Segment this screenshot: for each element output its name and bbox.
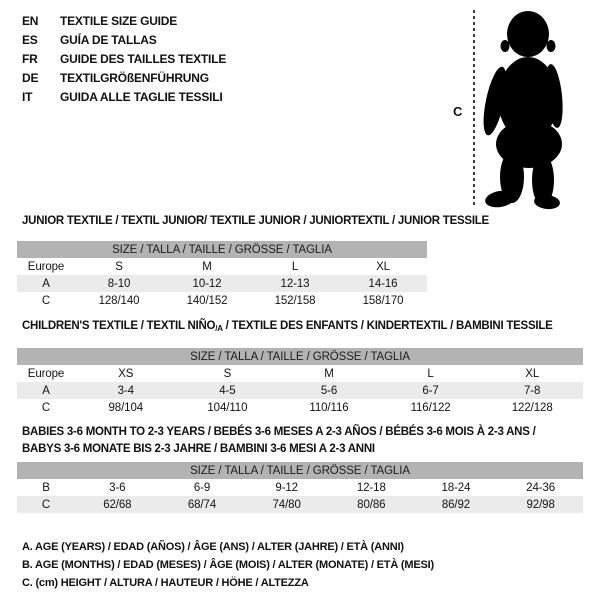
cell: 86/92 bbox=[414, 496, 499, 513]
cell: 9-12 bbox=[275, 481, 298, 494]
row-label: Europe bbox=[27, 260, 65, 273]
cell: XL bbox=[525, 367, 540, 380]
cell: 3-6 bbox=[109, 481, 126, 494]
cell: 98/104 bbox=[108, 401, 144, 414]
cell: 128/140 bbox=[98, 294, 140, 307]
junior-size-table bbox=[17, 241, 427, 309]
cell: 6-9 bbox=[193, 481, 211, 494]
cell: 80/86 bbox=[329, 496, 414, 513]
cell: 8-10 bbox=[75, 275, 163, 292]
children-title-subscript: /A bbox=[215, 324, 223, 333]
cell: S bbox=[223, 367, 232, 380]
language-code: EN bbox=[22, 14, 39, 28]
cell: L bbox=[291, 260, 299, 273]
cell: XS bbox=[118, 367, 134, 380]
table-row-age bbox=[17, 275, 427, 292]
cell: S bbox=[115, 260, 123, 273]
cell: 140/152 bbox=[186, 294, 228, 307]
row-label: C bbox=[41, 401, 51, 414]
cell: 12-18 bbox=[356, 481, 386, 494]
cell: 152/158 bbox=[274, 294, 316, 307]
row-label: C bbox=[41, 294, 51, 307]
language-code: ES bbox=[22, 33, 38, 47]
legend-row-es bbox=[22, 31, 226, 50]
cell: 24-36 bbox=[526, 481, 556, 494]
table-row-months bbox=[17, 479, 583, 496]
cell: 110/116 bbox=[309, 401, 349, 414]
footnote-height: C. (cm) HEIGHT / ALTURA / HAUTEUR / HÖHE / ALTEZZA bbox=[22, 577, 309, 589]
cell: 12-13 bbox=[251, 275, 339, 292]
junior-section-title: JUNIOR TEXTILE / TEXTIL JUNIOR/ TEXTILE JUNIOR / JUNIORTEXTIL / JUNIOR TESSILE bbox=[22, 215, 489, 227]
row-label: A bbox=[17, 275, 75, 292]
table-row-height bbox=[17, 496, 583, 513]
cell: 92/98 bbox=[498, 496, 583, 513]
guide-title-fr: GUIDE DES TAILLES TEXTILE bbox=[60, 52, 227, 66]
children-title-post: / TEXTILE DES ENFANTS / KINDERTEXTIL / BAMBINI TESSILE bbox=[222, 320, 553, 332]
cell: 10-12 bbox=[163, 275, 251, 292]
table-row-europe bbox=[17, 258, 427, 275]
cell: 7-8 bbox=[481, 382, 583, 399]
table-row-age bbox=[17, 382, 583, 399]
cell: 5-6 bbox=[278, 382, 380, 399]
cell: 104/110 bbox=[207, 401, 248, 414]
babies-size-table bbox=[17, 462, 583, 513]
children-size-table bbox=[17, 348, 583, 416]
height-measure-label: C bbox=[453, 104, 463, 119]
cell: 14-16 bbox=[339, 275, 427, 292]
cell: 6-7 bbox=[380, 382, 482, 399]
size-header-row bbox=[17, 462, 583, 479]
babies-title-line2: BABYS 3-6 MONATE BIS 2-3 JAHRE / BAMBINI 3-6 MESI A 2-3 ANNI bbox=[22, 443, 375, 455]
height-measure-line bbox=[473, 10, 475, 208]
footnote-age-months: B. AGE (MONTHS) / EDAD (MESES) / ÂGE (MOIS) / ALTER (MONATE) / ETÀ (MESI) bbox=[22, 559, 434, 571]
size-header-label: SIZE / TALLA / TAILLE / GRÖSSE / TAGLIA bbox=[17, 462, 583, 479]
row-label: Europe bbox=[27, 367, 65, 380]
row-label: B bbox=[42, 481, 50, 494]
table-row-europe bbox=[17, 365, 583, 382]
legend-row-it bbox=[22, 88, 226, 107]
children-title-pre: CHILDREN'S TEXTILE / TEXTIL NIÑO bbox=[22, 320, 216, 332]
legend-row-en bbox=[22, 12, 226, 31]
size-header-label: SIZE / TALLA / TAILLE / GRÖSSE / TAGLIA bbox=[17, 348, 583, 365]
cell: 122/128 bbox=[511, 401, 553, 414]
footnote-age-years: A. AGE (YEARS) / EDAD (AÑOS) / ÂGE (ANS) / ALTER (JAHRE) / ETÀ (ANNI) bbox=[22, 541, 404, 553]
children-section-title bbox=[22, 320, 553, 333]
cell: 116/122 bbox=[410, 401, 451, 414]
cell: L bbox=[427, 367, 434, 380]
legend-row-de bbox=[22, 69, 226, 88]
footnotes bbox=[22, 538, 434, 592]
legend-row-fr bbox=[22, 50, 226, 69]
cell: 68/74 bbox=[160, 496, 245, 513]
row-label: A bbox=[17, 382, 75, 399]
cell: M bbox=[324, 367, 334, 380]
babies-title-line1: BABIES 3-6 MONTH TO 2-3 YEARS / BEBÉS 3-6 MESES A 2-3 AÑOS / BÉBÉS 3-6 MOIS À 2-3 ANS / bbox=[22, 426, 536, 438]
row-label: C bbox=[17, 496, 75, 513]
language-code: DE bbox=[22, 71, 39, 85]
cell: 4-5 bbox=[177, 382, 279, 399]
guide-title-it: GUIDA ALLE TAGLIE TESSILI bbox=[60, 90, 223, 104]
size-header-row bbox=[17, 348, 583, 365]
language-code: FR bbox=[22, 52, 38, 66]
cell: 18-24 bbox=[441, 481, 471, 494]
babies-section-title bbox=[22, 424, 582, 458]
language-code: IT bbox=[22, 90, 33, 104]
language-legend bbox=[22, 12, 226, 107]
size-header-label: SIZE / TALLA / TAILLE / GRÖSSE / TAGLIA bbox=[17, 241, 427, 258]
cell: XL bbox=[376, 260, 390, 273]
baby-silhouette-icon bbox=[483, 9, 571, 213]
guide-title-es: GUÍA DE TALLAS bbox=[60, 33, 157, 47]
cell: M bbox=[202, 260, 212, 273]
table-row-height bbox=[17, 399, 583, 416]
table-row-height bbox=[17, 292, 427, 309]
size-header-row bbox=[17, 241, 427, 258]
guide-title-de: TEXTILGRÖßENFÜHRUNG bbox=[60, 71, 209, 85]
cell: 3-4 bbox=[75, 382, 177, 399]
cell: 74/80 bbox=[244, 496, 329, 513]
cell: 62/68 bbox=[75, 496, 160, 513]
cell: 158/170 bbox=[362, 294, 404, 307]
guide-title-en: TEXTILE SIZE GUIDE bbox=[60, 14, 178, 28]
